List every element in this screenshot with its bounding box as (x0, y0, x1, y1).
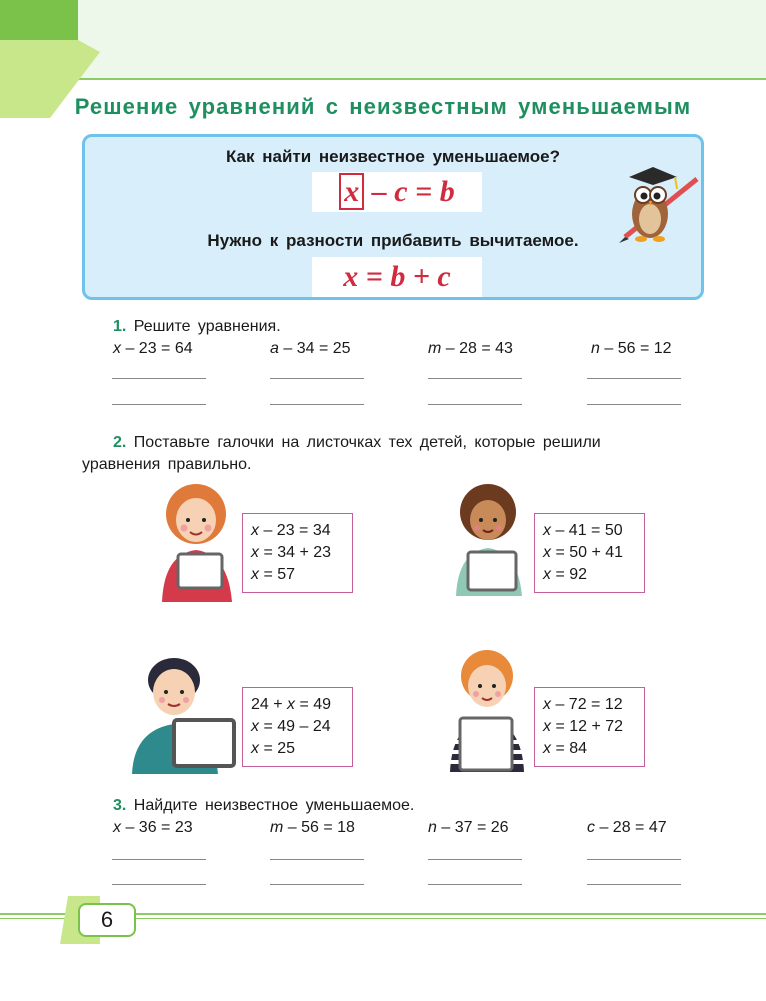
answer-card[interactable] (242, 687, 353, 767)
card-line: x – 23 = 34 (251, 522, 331, 539)
formula-rest: – c = b (371, 175, 455, 208)
answer-line[interactable] (587, 378, 681, 379)
card-line: x = 34 + 23 (251, 544, 332, 561)
task3-equation: c – 28 = 47 (587, 819, 667, 836)
task3-number: 3. (113, 797, 127, 814)
card-line: 24 + x = 49 (251, 696, 332, 713)
answer-card[interactable] (534, 513, 645, 593)
boy-ginger-hair-illustration (446, 646, 528, 772)
task2-heading (113, 434, 601, 452)
top-band (0, 0, 766, 78)
task3-equation: m – 56 = 18 (270, 819, 355, 836)
card-line: x – 41 = 50 (543, 522, 623, 539)
task3-equation: x – 36 = 23 (113, 819, 193, 836)
card-line: x – 72 = 12 (543, 696, 623, 713)
rule-box (82, 134, 704, 300)
answer-line[interactable] (587, 404, 681, 405)
rule-question: Как найти неизвестное уменьшаемое? (225, 147, 561, 166)
task1-number: 1. (113, 318, 127, 335)
answer-line[interactable] (270, 404, 364, 405)
task1-equation: m – 28 = 43 (428, 340, 513, 357)
card-line: x = 57 (251, 566, 296, 583)
answer-line[interactable] (428, 404, 522, 405)
answer-line[interactable] (112, 884, 206, 885)
answer-line[interactable] (587, 859, 681, 860)
task2-number: 2. (113, 434, 127, 451)
card-line: x = 25 (251, 740, 296, 757)
card-line: x = 49 – 24 (251, 718, 331, 735)
task3-heading (113, 797, 414, 815)
card-line: x = 84 (543, 740, 588, 757)
answer-line[interactable] (270, 378, 364, 379)
owl-icon (605, 159, 700, 249)
card-line: x = 12 + 72 (543, 718, 624, 735)
card-line: x = 92 (543, 566, 588, 583)
answer-line[interactable] (270, 859, 364, 860)
answer-card[interactable] (534, 687, 645, 767)
task3-equation: n – 37 = 26 (428, 819, 509, 836)
answer-line[interactable] (112, 404, 206, 405)
answer-line[interactable] (112, 378, 206, 379)
task1-equation: n – 56 = 12 (591, 340, 672, 357)
girl-brown-hair-illustration (448, 478, 530, 596)
task3-text: Найдите неизвестное уменьшаемое. (133, 797, 415, 814)
formula-unknown-minuend (312, 172, 482, 212)
girl-red-hair-illustration (152, 480, 242, 602)
answer-line[interactable] (270, 884, 364, 885)
task1-text: Решите уравнения. (133, 318, 281, 335)
card-line: x = 50 + 41 (543, 544, 624, 561)
answer-line[interactable] (587, 884, 681, 885)
answer-line[interactable] (428, 884, 522, 885)
task2-text-line2: уравнения правильно. (82, 456, 252, 473)
page-title: Решение уравнений с неизвестным уменьшаемым (74, 94, 692, 119)
rule-answer: Нужно к разности прибавить вычитаемое. (207, 231, 579, 250)
formula-solution: x = b + c (312, 257, 482, 297)
boxed-unknown: x (339, 173, 364, 210)
task2-text-line1: Поставьте галочки на листочках тех детей, которые решили (133, 434, 601, 451)
answer-line[interactable] (112, 859, 206, 860)
task1-equation: x – 23 = 64 (113, 340, 193, 357)
answer-line[interactable] (428, 859, 522, 860)
answer-card[interactable] (242, 513, 353, 593)
task1-heading (113, 318, 281, 336)
page-number: 6 (78, 903, 136, 937)
answer-line[interactable] (428, 378, 522, 379)
top-band-line (0, 78, 766, 80)
boy-dark-hair-illustration (128, 652, 240, 774)
task1-equation: a – 34 = 25 (270, 340, 351, 357)
